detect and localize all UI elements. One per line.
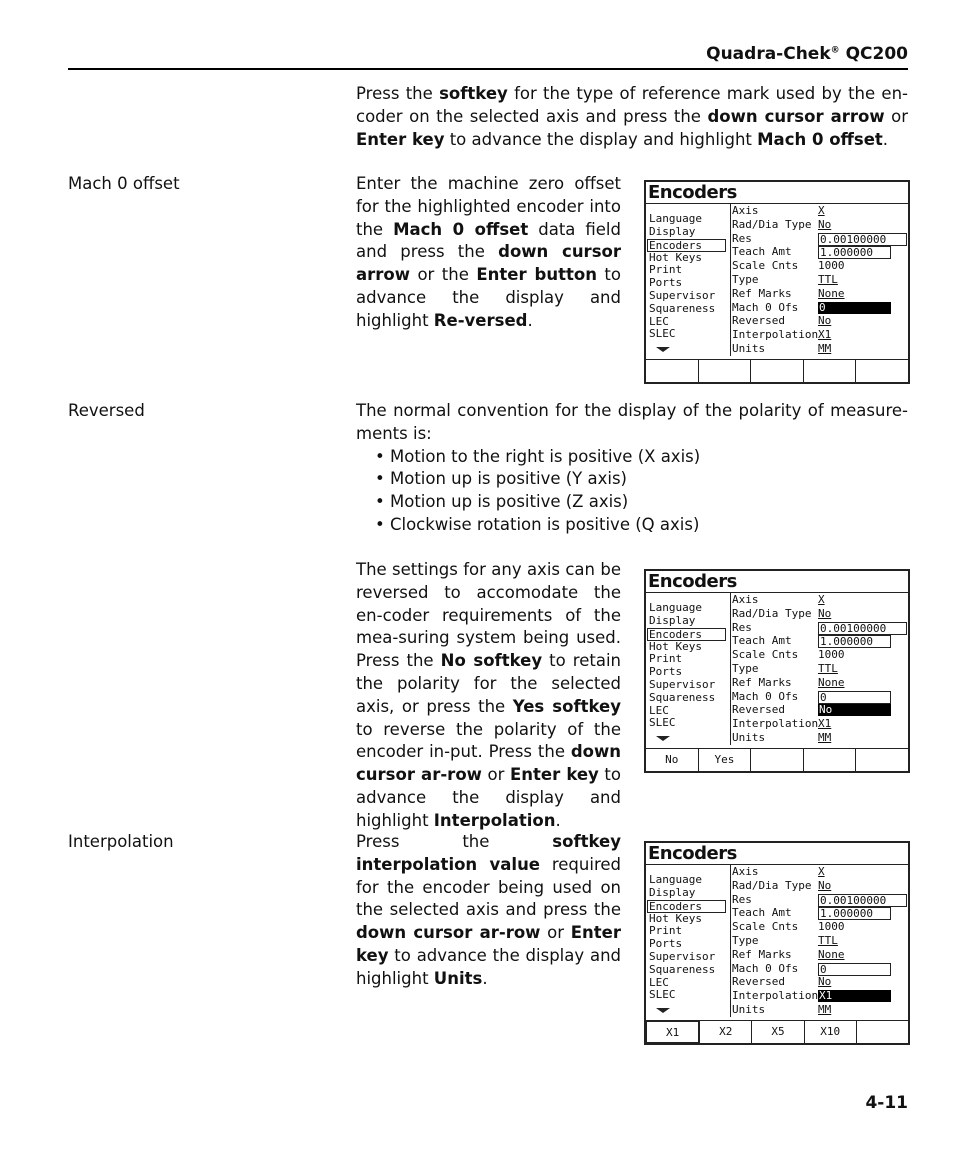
section-label-interpolation: Interpolation xyxy=(68,832,174,851)
menu-item-language: Language xyxy=(649,601,702,614)
field-label: Res xyxy=(732,892,752,906)
field-label: Scale Cnts xyxy=(732,920,799,934)
field-value: 0.00100000 xyxy=(818,622,907,635)
field-label: Type xyxy=(732,272,759,286)
field-value: 1.000000 xyxy=(818,907,891,920)
softkey-yes[interactable]: Yes xyxy=(698,749,751,771)
field-label: Type xyxy=(732,661,759,675)
field-value: 0.00100000 xyxy=(818,894,907,907)
menu-item-hot-keys: Hot Keys xyxy=(649,250,702,264)
field-value: X xyxy=(818,204,825,217)
menu-item-lec: LEC xyxy=(649,975,669,989)
field-value: 1000 xyxy=(818,648,845,662)
softkey-no[interactable]: No xyxy=(665,753,679,766)
encoders-screen-mach0 xyxy=(644,180,910,384)
softkey-4[interactable] xyxy=(803,749,856,771)
field-value: 1000 xyxy=(818,920,845,934)
scroll-down-arrow-icon xyxy=(656,347,670,352)
softkey-x10[interactable]: X10 xyxy=(804,1021,856,1043)
field-value: No xyxy=(818,606,832,620)
softkey-5[interactable] xyxy=(856,1021,908,1043)
menu-item-lec: LEC xyxy=(649,703,669,717)
field-value: X1 xyxy=(818,717,832,731)
menu-item-slec: SLEC xyxy=(649,327,676,341)
field-label: Teach Amt xyxy=(732,634,792,648)
field-label: Axis xyxy=(732,204,759,217)
menu-item-ports: Ports xyxy=(649,665,683,679)
screen-menu xyxy=(649,874,729,1002)
field-label: Ref Marks xyxy=(732,675,792,689)
field-label: Units xyxy=(732,341,766,355)
list-item: • Motion to the right is positive (X axis) xyxy=(375,446,908,469)
menu-item-lec: LEC xyxy=(649,314,669,328)
field-value: None xyxy=(818,286,845,300)
field-list xyxy=(732,204,902,356)
menu-item-language: Language xyxy=(649,212,702,225)
field-label: Units xyxy=(732,1002,766,1016)
screen-title: Encoders xyxy=(648,182,737,203)
mach0-paragraph: Enter the machine zero offset for the highlighted encoder into the Mach 0 offset data field and press the down cursor arrow or the Enter button to advance the display and highlight Re-versed. xyxy=(356,174,621,330)
field-value: X xyxy=(818,593,825,606)
field-list xyxy=(732,593,902,745)
softkey-3[interactable] xyxy=(750,749,803,771)
menu-item-slec: SLEC xyxy=(649,716,676,730)
menu-item-ports: Ports xyxy=(649,276,683,290)
field-label: Interpolation xyxy=(732,717,819,731)
menu-item-print: Print xyxy=(649,652,683,666)
list-item: • Motion up is positive (Y axis) xyxy=(375,468,908,491)
list-item: • Motion up is positive (Z axis) xyxy=(375,491,908,514)
field-value: 1000 xyxy=(818,259,845,273)
field-value: MM xyxy=(818,1002,832,1016)
field-label: Type xyxy=(732,933,759,947)
field-value: No xyxy=(818,314,832,328)
field-label: Interpolation xyxy=(732,328,819,342)
softkey-1[interactable] xyxy=(646,360,698,382)
menu-item-display: Display xyxy=(649,613,696,627)
field-value: 1.000000 xyxy=(818,635,891,648)
field-value: TTL xyxy=(818,661,838,675)
field-value: TTL xyxy=(818,272,838,286)
menu-item-supervisor: Supervisor xyxy=(649,677,716,691)
encoders-screen-interpolation xyxy=(644,841,910,1045)
field-value-highlighted: X1 xyxy=(818,990,891,1002)
scroll-down-arrow-icon xyxy=(656,736,670,741)
menu-item-ports: Ports xyxy=(649,937,683,951)
field-label: Mach 0 Ofs xyxy=(732,961,799,975)
field-label: Interpolation xyxy=(732,989,819,1003)
field-value: MM xyxy=(818,730,832,744)
field-label: Res xyxy=(732,620,752,634)
menu-item-squareness: Squareness xyxy=(649,690,716,704)
field-value: 1.000000 xyxy=(818,246,891,259)
menu-item-display: Display xyxy=(649,224,696,238)
softkey-5[interactable] xyxy=(855,749,908,771)
field-label: Reversed xyxy=(732,314,785,328)
field-label: Reversed xyxy=(732,975,785,989)
menu-item-hot-keys: Hot Keys xyxy=(649,911,702,925)
field-value: 0 xyxy=(818,963,891,976)
field-label: Rad/Dia Type xyxy=(732,878,812,892)
field-value: 0 xyxy=(818,691,891,704)
menu-item-encoders: Encoders xyxy=(647,900,726,913)
scroll-down-arrow-icon xyxy=(656,1008,670,1013)
field-label: Units xyxy=(732,730,766,744)
section-label-reversed: Reversed xyxy=(68,401,145,420)
softkey-x1[interactable]: X1 xyxy=(646,1021,699,1043)
menu-item-squareness: Squareness xyxy=(649,301,716,315)
field-label: Ref Marks xyxy=(732,947,792,961)
polarity-bullet-list xyxy=(356,446,908,537)
menu-item-print: Print xyxy=(649,263,683,277)
field-value: X xyxy=(818,865,825,878)
softkey-bar xyxy=(646,359,908,382)
screen-menu xyxy=(649,602,729,730)
menu-item-supervisor: Supervisor xyxy=(649,949,716,963)
intro-paragraph: Press the softkey for the type of reference mark used by the en-coder on the selected axis and press the down cursor arrow or Enter key to advance the display and highlight Mach 0 offset. xyxy=(356,84,909,149)
field-value: None xyxy=(818,947,845,961)
softkey-x5[interactable]: X5 xyxy=(751,1021,803,1043)
softkey-2[interactable] xyxy=(698,360,751,382)
field-label: Rad/Dia Type xyxy=(732,217,812,231)
menu-item-display: Display xyxy=(649,885,696,899)
menu-item-encoders: Encoders xyxy=(647,239,726,252)
menu-item-encoders: Encoders xyxy=(647,628,726,641)
page-number: 4-11 xyxy=(865,1093,908,1113)
field-label: Reversed xyxy=(732,703,785,717)
interpolation-paragraph: Press the softkey interpolation value required for the encoder being used on the selected axis and press the down cursor ar-row or Enter key to advance the display and highlight Units. xyxy=(356,832,621,988)
field-label: Mach 0 Ofs xyxy=(732,689,799,703)
field-value: X1 xyxy=(818,328,832,342)
header-rule xyxy=(68,68,908,70)
field-label: Mach 0 Ofs xyxy=(732,300,799,314)
reversed-paragraph: The settings for any axis can be reversed to accomodate the en-coder requirements of the mea-suring system being used. Press the No softkey to retain the polarity for the selected axis, or press the Yes softkey to reverse the polarity of the encoder in-put. Press the down cursor ar-row or Enter key to advance the display and highlight Interpolation. xyxy=(356,560,621,830)
field-label: Axis xyxy=(732,593,759,606)
field-value-highlighted: 0 xyxy=(818,302,891,314)
field-label: Res xyxy=(732,231,752,245)
field-value: No xyxy=(818,878,832,892)
field-value: None xyxy=(818,675,845,689)
field-value: No xyxy=(818,217,832,231)
field-label: Teach Amt xyxy=(732,245,792,259)
running-header: Quadra-Chek® QC200 xyxy=(706,44,908,64)
softkey-3[interactable] xyxy=(750,360,803,382)
field-label: Axis xyxy=(732,865,759,878)
field-value: No xyxy=(818,975,832,989)
reversed-intro: The normal convention for the display of the polarity of measure-ments is: • Motion to the right is positive (X axis) • Motion up is positive (Y axis) • Motion up is positive (Z axis) • Clockwise rotation is positive (Q axis) xyxy=(356,400,908,537)
encoders-screen-reversed xyxy=(644,569,910,773)
screen-title: Encoders xyxy=(648,843,737,864)
field-value-highlighted: No xyxy=(818,704,891,716)
screen-menu xyxy=(649,213,729,341)
menu-item-squareness: Squareness xyxy=(649,962,716,976)
menu-item-hot-keys: Hot Keys xyxy=(649,639,702,653)
field-value: 0.00100000 xyxy=(818,233,907,246)
softkey-bar xyxy=(646,748,908,771)
field-list xyxy=(732,865,902,1017)
list-item: • Clockwise rotation is positive (Q axis) xyxy=(375,514,908,537)
field-value: TTL xyxy=(818,933,838,947)
menu-item-print: Print xyxy=(649,924,683,938)
softkey-bar xyxy=(646,1020,908,1043)
menu-item-slec: SLEC xyxy=(649,988,676,1002)
field-label: Scale Cnts xyxy=(732,259,799,273)
screen-title: Encoders xyxy=(648,571,737,592)
field-label: Scale Cnts xyxy=(732,648,799,662)
field-label: Teach Amt xyxy=(732,906,792,920)
menu-item-supervisor: Supervisor xyxy=(649,288,716,302)
softkey-5[interactable] xyxy=(855,360,908,382)
menu-item-language: Language xyxy=(649,873,702,886)
field-label: Ref Marks xyxy=(732,286,792,300)
softkey-x2[interactable]: X2 xyxy=(699,1021,751,1043)
field-value: MM xyxy=(818,341,832,355)
field-label: Rad/Dia Type xyxy=(732,606,812,620)
section-label-mach0: Mach 0 offset xyxy=(68,174,180,193)
softkey-4[interactable] xyxy=(803,360,856,382)
